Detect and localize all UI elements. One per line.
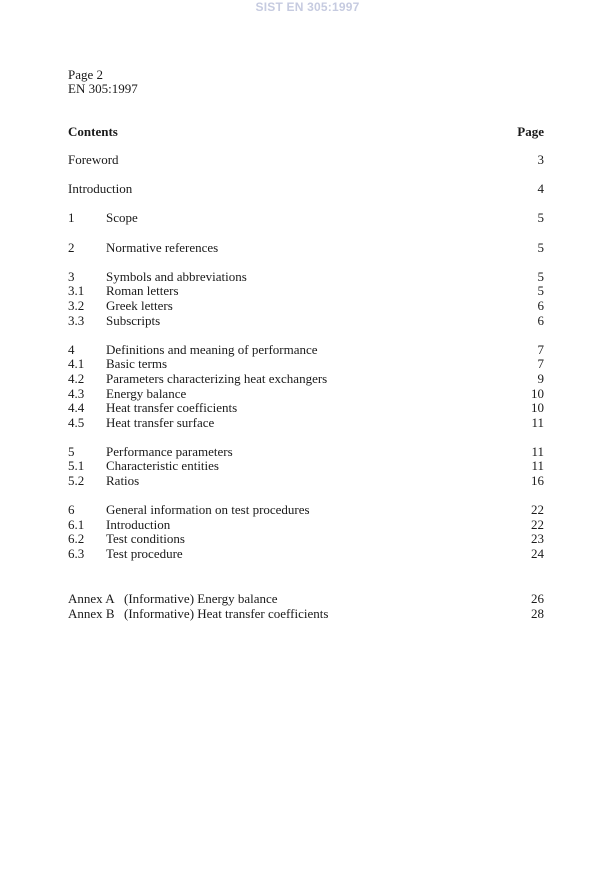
- toc-entry-page: 10: [531, 400, 544, 416]
- toc-entry-page: 23: [531, 531, 544, 547]
- annex-entry: [68, 592, 544, 607]
- toc-entry-title: Greek letters: [106, 297, 173, 313]
- toc-entry-title: Scope: [106, 210, 138, 226]
- toc-entry-number: 2: [68, 239, 75, 255]
- annex-label: Annex A: [68, 591, 115, 606]
- toc-entry-page: 22: [531, 502, 544, 518]
- toc-entry-title: Energy balance: [106, 385, 187, 401]
- toc-entry-page: 24: [531, 546, 544, 562]
- toc-entry-number: 4.2: [68, 370, 85, 386]
- toc-entry: [68, 532, 544, 547]
- table-of-contents: [68, 153, 544, 576]
- toc-entry: [68, 153, 544, 168]
- toc-entry-number: 5: [68, 443, 75, 459]
- toc-entry-page: 11: [531, 443, 544, 459]
- toc-entry-number: 4.5: [68, 414, 85, 430]
- toc-group: [68, 241, 544, 256]
- toc-entry-page: 10: [531, 385, 544, 401]
- toc-entry: [68, 503, 544, 518]
- toc-entry-title: Definitions and meaning of performance: [106, 341, 318, 357]
- contents-heading: Contents: [68, 124, 118, 139]
- toc-entry-title: Symbols and abbreviations: [106, 268, 247, 284]
- toc-entry-page: 9: [537, 370, 544, 386]
- toc-entry-page: 7: [537, 356, 544, 372]
- watermark-text: SIST EN 305:1997: [255, 0, 360, 14]
- toc-entry-number: 3: [68, 268, 75, 284]
- toc-entry-title: Basic terms: [106, 356, 168, 372]
- toc-entry-title: Foreword: [68, 152, 119, 167]
- toc-entry-page: 5: [537, 210, 544, 226]
- toc-entry-number: 6.3: [68, 546, 85, 562]
- toc-entry-number: 4.4: [68, 400, 85, 416]
- annex-label: Annex B: [68, 605, 115, 621]
- annex-list: [68, 592, 544, 621]
- toc-entry-title: Parameters characterizing heat exchangers: [106, 370, 328, 386]
- toc-entry-page: 7: [537, 341, 544, 357]
- toc-entry: [68, 474, 544, 489]
- toc-entry: [68, 270, 544, 285]
- toc-entry-title: Characteristic entities: [106, 458, 219, 474]
- toc-entry: [68, 314, 544, 329]
- toc-entry-title: Test conditions: [106, 531, 185, 547]
- page-label: Page 2: [68, 67, 104, 82]
- annex-page: 28: [531, 605, 544, 621]
- toc-entry-page: 16: [531, 473, 544, 489]
- toc-group: [68, 153, 544, 168]
- page-column-heading: Page: [517, 124, 544, 139]
- toc-entry-title: Test procedure: [106, 546, 183, 562]
- toc-entry-number: 3.3: [68, 312, 85, 328]
- toc-entry-title: Introduction: [68, 181, 133, 197]
- toc-group: [68, 182, 544, 197]
- toc-entry: [68, 459, 544, 474]
- toc-entry-number: 6: [68, 502, 75, 518]
- toc-entry-page: 5: [537, 268, 544, 284]
- page-header: [68, 68, 138, 96]
- toc-entry: [68, 387, 544, 402]
- toc-entry-page: 4: [537, 181, 544, 197]
- toc-entry-title: Introduction: [106, 516, 171, 532]
- toc-entry-title: Normative references: [106, 239, 219, 255]
- toc-entry-number: 4: [68, 341, 75, 357]
- toc-entry: [68, 518, 544, 533]
- toc-entry: [68, 211, 544, 226]
- toc-group: [68, 503, 544, 561]
- toc-entry: [68, 401, 544, 416]
- toc-entry-page: 5: [537, 283, 544, 299]
- toc-group: [68, 211, 544, 226]
- toc-entry-page: 11: [531, 414, 544, 430]
- toc-entry-page: 6: [537, 312, 544, 328]
- annex-entry: [68, 607, 544, 622]
- toc-entry-page: 3: [537, 152, 544, 167]
- toc-entry: [68, 416, 544, 431]
- toc-entry: [68, 445, 544, 460]
- toc-entry-number: 3.1: [68, 283, 85, 299]
- toc-entry-number: 6.1: [68, 516, 85, 532]
- annex-title: (Informative) Heat transfer coefficients: [124, 605, 329, 621]
- toc-entry-title: Heat transfer surface: [106, 414, 215, 430]
- toc-entry-title: Performance parameters: [106, 443, 233, 459]
- toc-entry-page: 11: [531, 458, 544, 474]
- toc-entry-number: 4.3: [68, 385, 85, 401]
- contents-heading-row: [68, 124, 544, 140]
- annex-page: 26: [531, 591, 544, 606]
- toc-entry: [68, 182, 544, 197]
- toc-entry: [68, 357, 544, 372]
- toc-entry: [68, 241, 544, 256]
- toc-entry: [68, 372, 544, 387]
- toc-entry-page: 5: [537, 239, 544, 255]
- toc-entry: [68, 343, 544, 358]
- toc-entry-title: Ratios: [106, 473, 140, 489]
- document-id: EN 305:1997: [68, 81, 138, 96]
- toc-entry-number: 4.1: [68, 356, 85, 372]
- toc-entry-number: 5.2: [68, 473, 85, 489]
- toc-entry-page: 6: [537, 297, 544, 313]
- toc-entry-number: 1: [68, 210, 75, 226]
- toc-entry-number: 5.1: [68, 458, 85, 474]
- toc-group: [68, 343, 544, 431]
- toc-entry: [68, 284, 544, 299]
- toc-entry-title: Roman letters: [106, 283, 179, 299]
- toc-entry-number: 6.2: [68, 531, 85, 547]
- toc-group: [68, 270, 544, 328]
- toc-group: [68, 445, 544, 489]
- toc-entry-title: General information on test procedures: [106, 502, 310, 518]
- toc-entry: [68, 299, 544, 314]
- toc-entry-title: Subscripts: [106, 312, 161, 328]
- annex-title: (Informative) Energy balance: [124, 591, 278, 606]
- toc-entry-title: Heat transfer coefficients: [106, 400, 238, 416]
- toc-entry: [68, 547, 544, 562]
- toc-entry-number: 3.2: [68, 297, 85, 313]
- toc-entry-page: 22: [531, 516, 544, 532]
